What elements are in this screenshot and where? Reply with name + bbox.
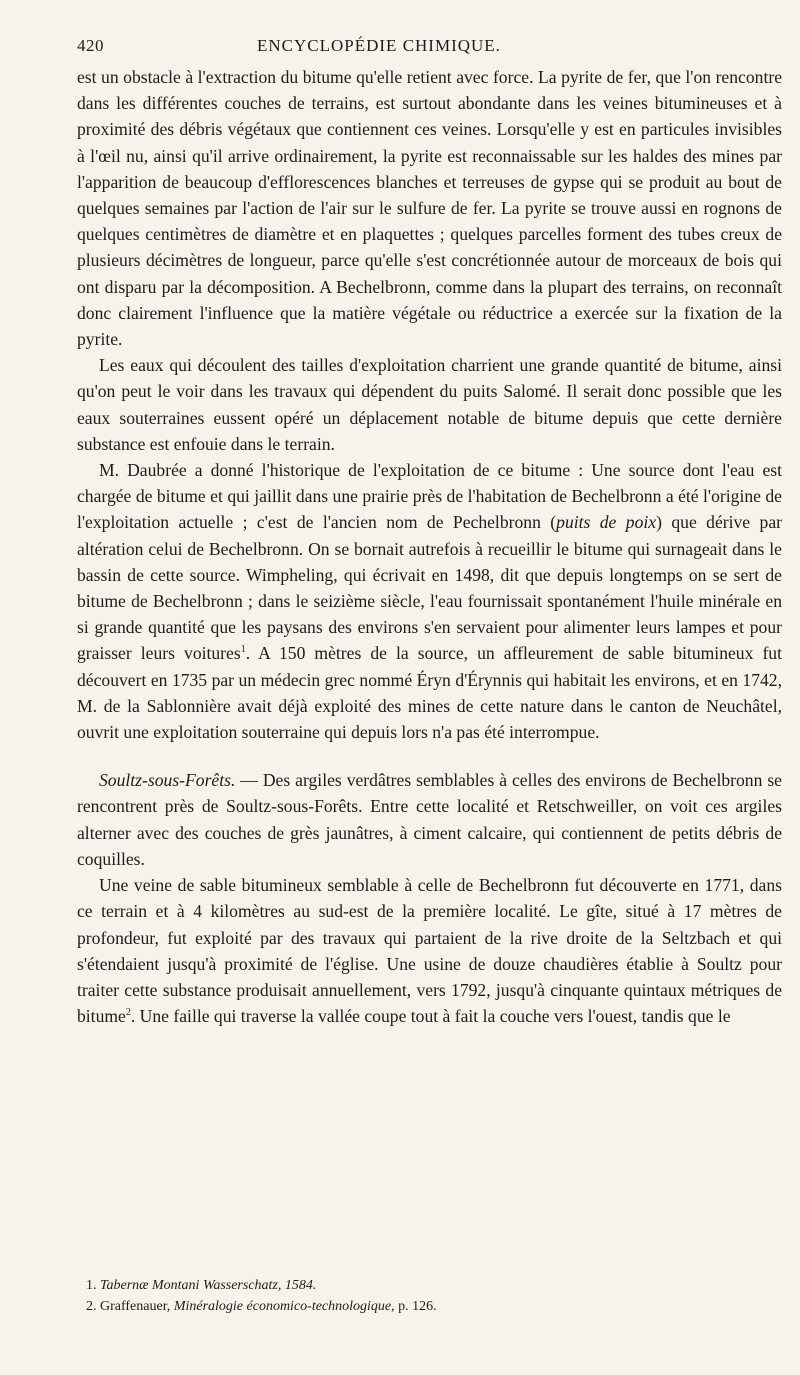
paragraph-text: M. Daubrée a donné l'historique de l'exploitation de ce bitume : Une source dont l'eau est chargée de bitume et qui jaillit dans une prairie près de l'habitation de Bechelbronn a été l'origine de l'exploitation actuelle ; c'est de l'ancien nom de Pechelbronn ( <box>77 460 782 533</box>
footnote-text: Tabernæ Montani Wasserschatz, 1584. <box>100 1278 317 1293</box>
paragraph-text: . Une faille qui traverse la vallée coupe tout à fait la couche vers l'ouest, tandis que le <box>130 1006 731 1027</box>
footnote-italic: Minéralogie économico-technologique <box>173 1299 392 1314</box>
footnote-ref: 1 <box>240 644 246 656</box>
footnote-1 <box>86 1275 770 1296</box>
paragraph-text: . A 150 mètres de la source, un affleurement de sable bitumineux fut découvert en 1735 par un médecin grec nommé Éryn d'Érynnis qui habitait les environs, et en 1742, M. de la Sablonnière avait déjà exploité des mines de cette nature dans le canton de Neuchâtel, ouvrit une exploitation souterraine qui depuis lors n'a pas été interrompue. <box>77 643 782 743</box>
body-text <box>77 64 782 1029</box>
footnote-text: Graffenauer, <box>100 1299 174 1314</box>
paragraph-text: ) que dérive par altération celui de Bechelbronn. On se bornait autrefois à recueillir le bitume qui surnageait dans le bassin de cette source. Wimpheling, qui écrivait en 1498, dit que depuis longtemps on se sert de bitume de Bechelbronn ; dans le seizième siècle, l'eau fournissait spontanément l'huile minérale en si grande quantité que les paysans des environs s'en servaient pour alimenter leurs lampes et pour graisser leurs voitures <box>77 512 782 664</box>
footnote-number: 1. <box>86 1278 97 1293</box>
paragraph-veine <box>77 872 782 1029</box>
paragraph-text: Une veine de sable bitumineux semblable à celle de Bechelbronn fut découverte en 1771, dans ce terrain et à 4 kilomètres au sud-est de la première localité. Le gîte, situé à 17 mètres de profondeur, fut exploité par des travaux qui partaient de la rive droite de la Seltzbach et qui s'étendaient jusqu'à proximité de l'église. Une usine de douze chaudières établie à Soultz pour traiter cette substance produisait annuellement, vers 1792, jusqu'à cinquante quintaux métriques de bitume <box>77 875 782 1027</box>
running-title: ENCYCLOPÉDIE CHIMIQUE. <box>257 36 501 55</box>
footnote-2 <box>86 1296 770 1317</box>
footnotes <box>86 1275 770 1317</box>
italic-term: puits de poix <box>556 512 657 533</box>
footnote-text: , p. 126. <box>391 1299 437 1314</box>
section-title: Soultz-sous-Forêts. <box>99 770 236 791</box>
footnote-number: 2. <box>86 1299 97 1314</box>
paragraph-text: — Des argiles verdâtres semblables à celles des environs de Bechelbronn se rencontrent près de Soultz-sous-Forêts. Entre cette localité et Retschweiller, on voit ces argiles alterner avec des couches de grès jaunâtres, à ciment calcaire, qui contiennent de petits débris de coquilles. <box>77 770 782 869</box>
footnote-ref: 2 <box>125 1007 131 1019</box>
page-number: 420 <box>77 36 104 55</box>
page-header <box>77 36 782 64</box>
paragraph-pyrite: est un obstacle à l'extraction du bitume qu'elle retient avec force. La pyrite de fer, que l'on rencontre dans les différentes couches de terrains, est surtout abondante dans les veines bitumineuses et à proximité des débris végétaux que contiennent ces veines. Lorsqu'elle y est en particules invisibles à l'œil nu, ainsi qu'il arrive ordinairement, la pyrite est reconnaissable sur les haldes des mines par l'apparition de beaucoup d'efflorescences blanches et terreuses de gypse qui se produit au bout de quelques semaines par l'action de l'air sur le sulfure de fer. La pyrite se trouve aussi en rognons de quelques centimètres de diamètre et en plaquettes ; quelques parcelles forment des tubes creux de plusieurs décimètres de longueur, parce qu'elle s'est concrétionnée autour de morceaux de bois qui ont disparu par la décomposition. A Bechelbronn, comme dans la plupart des terrains, on reconnaît donc clairement l'influence que la matière végétale ou réductrice a exercée sur la fixation de la pyrite. <box>77 67 782 350</box>
paragraph-eaux: Les eaux qui découlent des tailles d'exploitation charrient une grande quantité de bitume, ainsi qu'on peut le voir dans les travaux qui dépendent du puits Salomé. Il serait donc possible que les eaux souterraines eussent opéré un déplacement notable de bitume depuis que cette dernière substance est enfouie dans le terrain. <box>77 355 782 454</box>
paragraph-historique <box>77 457 782 745</box>
paragraph-soultz <box>77 767 782 872</box>
